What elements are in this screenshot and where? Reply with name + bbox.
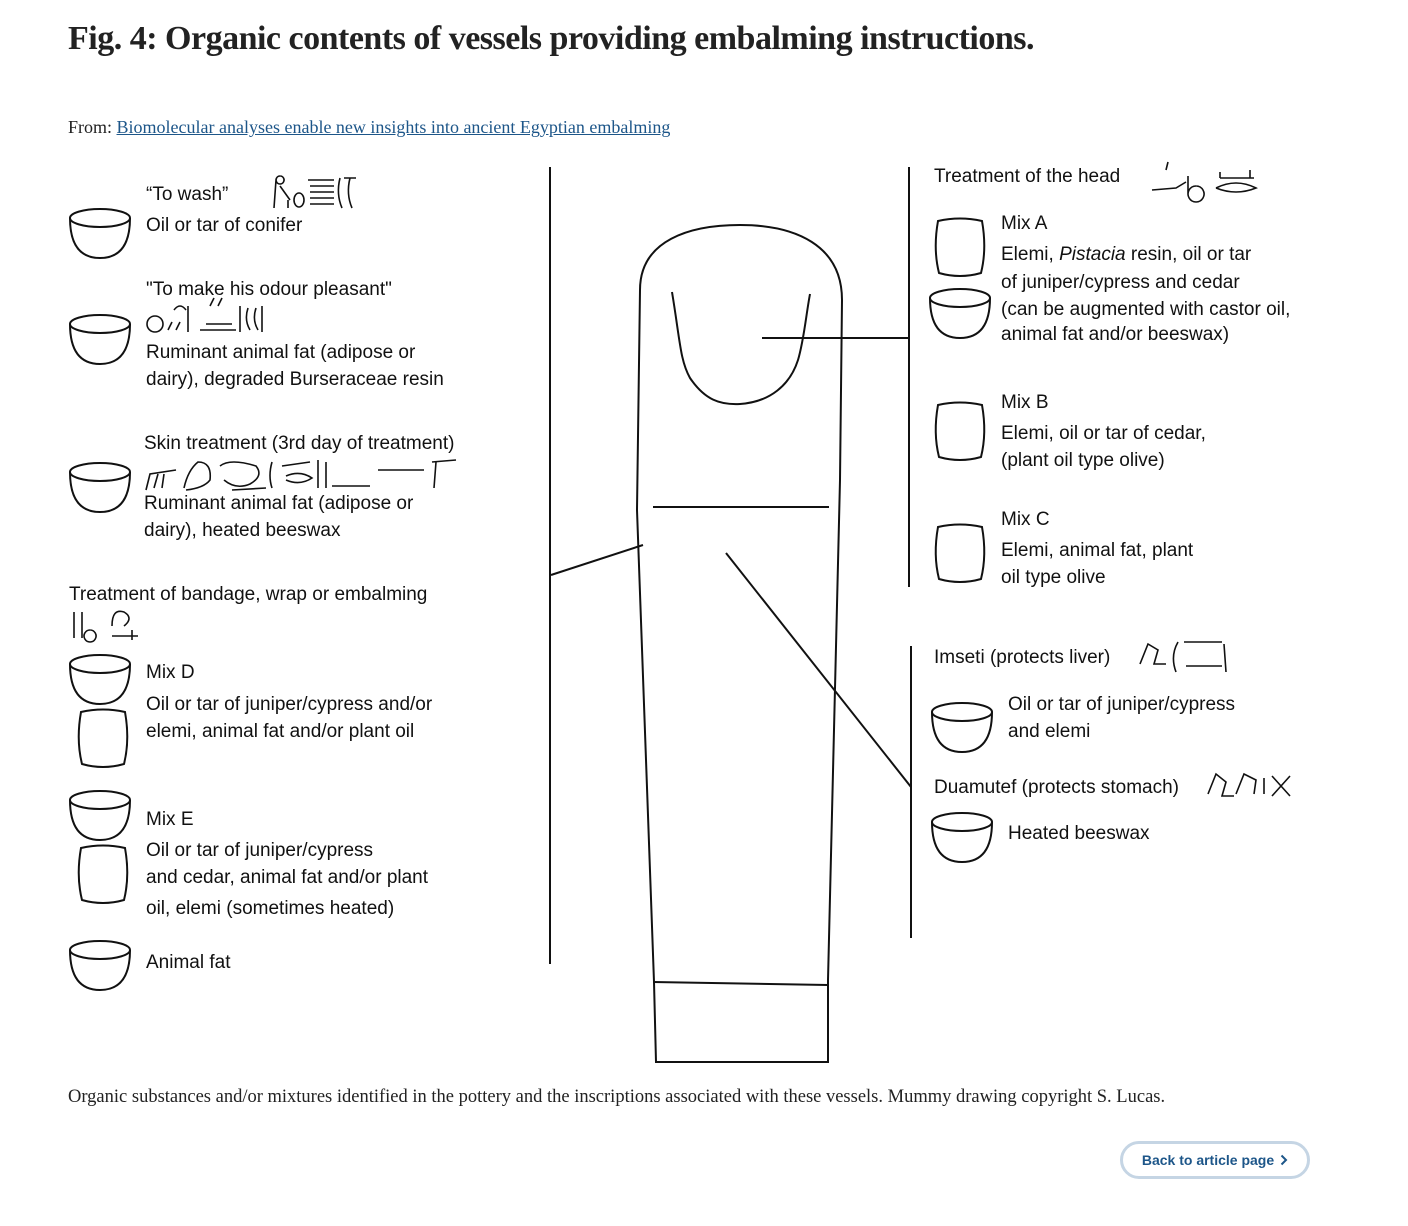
figure-title: Fig. 4: Organic contents of vessels providing embalming instructions. [68, 20, 1034, 57]
bowl-icon [932, 703, 992, 752]
mixa-content-2: of juniper/cypress and cedar [1001, 272, 1240, 293]
mixe-content-2: and cedar, animal fat and/or plant [146, 867, 429, 888]
back-to-article-button[interactable] [1120, 1141, 1310, 1179]
mixe-content-3: oil, elemi (sometimes heated) [146, 898, 395, 919]
figure-caption: Organic substances and/or mixtures identified in the pottery and the inscriptions associated with these vessels. Mummy drawing copyright S. Lucas. [68, 1087, 1166, 1107]
imseti-content-2: and elemi [1008, 721, 1091, 742]
odour-content-1: Ruminant animal fat (adipose or [146, 342, 416, 363]
back-button-label: Back to article page [1141, 1152, 1275, 1168]
skin-title: Skin treatment (3rd day of treatment) [144, 433, 455, 454]
jar-icon [936, 525, 985, 583]
duamutef-content-1: Heated beeswax [1008, 823, 1150, 844]
mixc-title: Mix C [1001, 509, 1050, 530]
mixc-content-2: oil type olive [1001, 567, 1106, 588]
animal-fat: Animal fat [146, 952, 231, 973]
mixa-content-1: Elemi, Pistacia resin, oil or tar [1001, 244, 1252, 265]
bowl-icon [70, 941, 130, 990]
odour-content-2: dairy), degraded Burseraceae resin [146, 369, 444, 390]
mixd-content-1: Oil or tar of juniper/cypress and/or [146, 694, 433, 715]
mixa-title: Mix A [1001, 213, 1048, 234]
skin-content-2: dairy), heated beeswax [144, 520, 341, 541]
bowl-icon [70, 463, 130, 512]
from-label: From: [68, 117, 113, 137]
mixb-content-1: Elemi, oil or tar of cedar, [1001, 423, 1206, 444]
skin-content-1: Ruminant animal fat (adipose or [144, 493, 414, 514]
article-link[interactable]: Biomolecular analyses enable new insights into ancient Egyptian embalming [116, 117, 671, 137]
mixb-title: Mix B [1001, 392, 1049, 413]
mixd-content-2: elemi, animal fat and/or plant oil [146, 721, 415, 742]
bowl-icon [70, 209, 130, 258]
mixd-title: Mix D [146, 662, 195, 683]
jar-icon [79, 846, 128, 904]
mixe-title: Mix E [146, 809, 194, 830]
mixe-content-1: Oil or tar of juniper/cypress [146, 840, 374, 861]
jar-icon [79, 710, 128, 768]
wash-title: “To wash” [146, 184, 229, 205]
chevron-right-icon [1280, 1154, 1288, 1166]
odour-title: "To make his odour pleasant" [146, 279, 392, 300]
mixa-content-4: animal fat and/or beeswax) [1001, 324, 1230, 345]
mixb-content-2: (plant oil type olive) [1001, 450, 1165, 471]
bowl-icon [932, 813, 992, 862]
bowl-icon [70, 791, 130, 840]
duamutef-title: Duamutef (protects stomach) [934, 777, 1179, 798]
bowl-icon [930, 289, 990, 338]
wash-content: Oil or tar of conifer [146, 215, 303, 236]
bowl-icon [70, 655, 130, 704]
mummy-drawing [637, 225, 842, 1062]
head-title: Treatment of the head [934, 166, 1121, 187]
imseti-content-1: Oil or tar of juniper/cypress [1008, 694, 1236, 715]
jar-icon [936, 219, 985, 277]
mixc-content-1: Elemi, animal fat, plant [1001, 540, 1194, 561]
bandage-title: Treatment of bandage, wrap or embalming [69, 584, 428, 605]
bowl-icon [70, 315, 130, 364]
jar-icon [936, 403, 985, 461]
imseti-title: Imseti (protects liver) [934, 647, 1111, 668]
mixa-content-3: (can be augmented with castor oil, [1001, 299, 1291, 320]
